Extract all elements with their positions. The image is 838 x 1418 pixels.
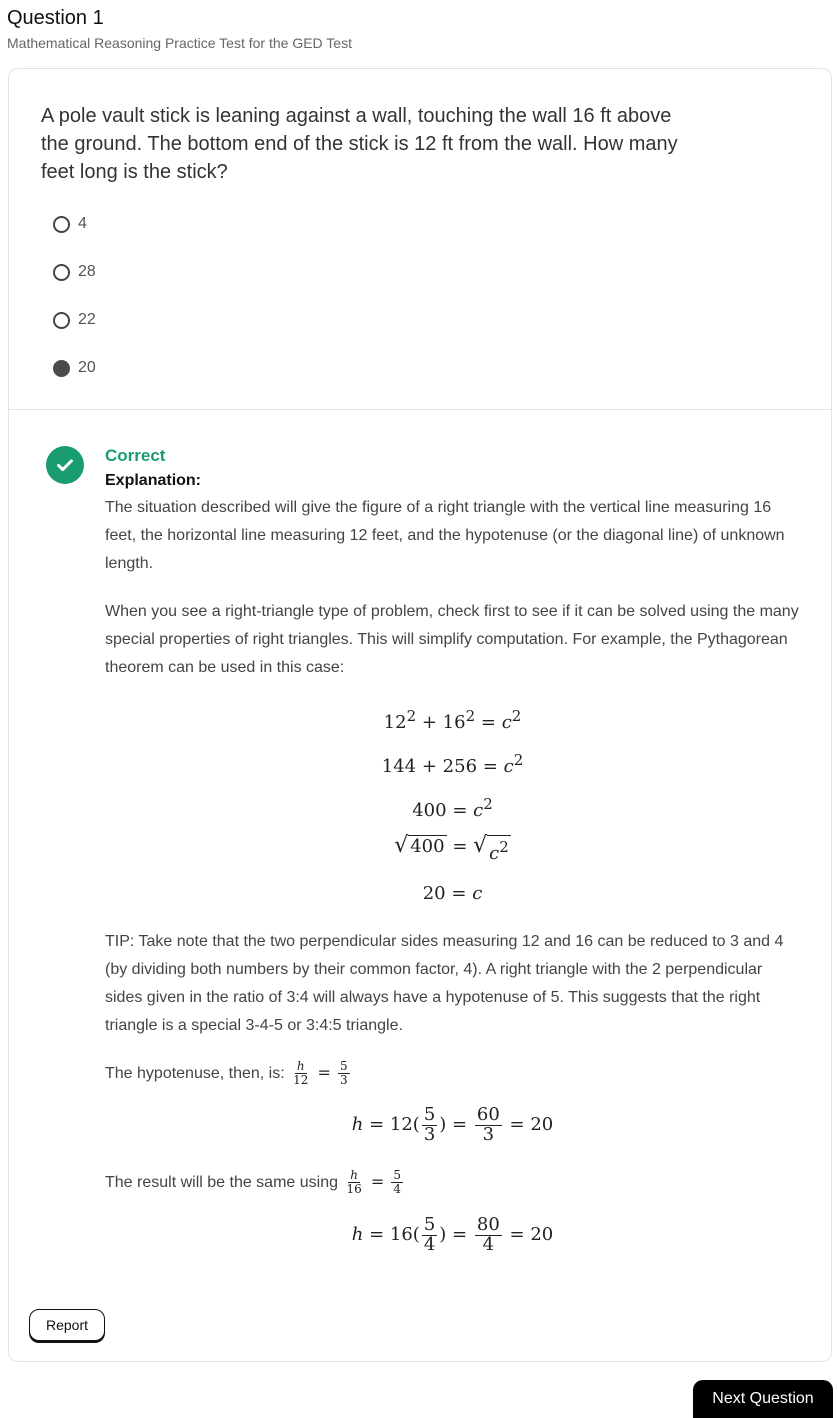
equation-1: $12^2 + 16^2 = c^2$ — [383, 707, 522, 733]
hypotenuse-text: The hypotenuse, then, is: $\frac{h}{12}$ = $\frac{5}{3}$ — [105, 1059, 348, 1087]
option-label: 4 — [78, 215, 87, 232]
next-question-button[interactable]: Next Question — [693, 1380, 833, 1418]
calculation-2: h = 16( $\frac{5}{4}$ ) = $\frac{80}{4}$ = 20 — [351, 1213, 554, 1255]
explanation-paragraph-2: When you see a right-triangle type of problem, check first to see if it can be solved using the many special properties of right triangles. This will simplify computation. For example, the Pythagorean theorem can be used in this case: — [105, 603, 799, 676]
calculation-1: h = 12( $\frac{5}{3}$ ) = $\frac{60}{3}$ = 20 — [351, 1103, 554, 1145]
radio-unselected-icon[interactable] — [53, 312, 70, 329]
question-text: A pole vault stick is leaning against a wall, touching the wall 16 ft above the ground. The bottom end of the stick is 12 ft from the wall. How many feet long is the stick? — [41, 105, 678, 183]
equation-5: 20 = c — [422, 883, 483, 904]
question-card — [8, 68, 832, 1362]
option-label: 22 — [78, 311, 96, 328]
answer-option-4[interactable] — [53, 359, 96, 377]
answer-option-1[interactable] — [53, 215, 87, 233]
section-divider — [9, 409, 831, 410]
answer-option-2[interactable] — [53, 263, 96, 281]
radio-unselected-icon[interactable] — [53, 264, 70, 281]
explanation-paragraph-1: The situation described will give the figure of a right triangle with the vertical line measuring 16 feet, the horizontal line measuring 12 feet, and the hypotenuse (or the diagonal line) of unknown length. — [105, 499, 785, 572]
tip-paragraph: TIP: Take note that the two perpendicular sides measuring 12 and 16 can be reduced to 3 and 4 (by dividing both numbers by their common factor, 4). A right triangle with the 2 perpendicular sides given in the ratio of 3:4 will always have a hypotenuse of 5. This suggests that the right triangle is a special 3-4-5 or 3:4:5 triangle. — [105, 933, 784, 1034]
page-title: Question 1 — [7, 7, 104, 29]
result-status: Correct — [105, 446, 166, 465]
explanation-heading: Explanation: — [105, 472, 202, 489]
equation-4: √ 400 = √ $c^2$ — [394, 833, 509, 864]
option-label: 28 — [78, 263, 96, 280]
equation-2: $144 + 256 = c^2$ — [381, 751, 524, 777]
option-label: 20 — [78, 359, 96, 376]
answer-option-3[interactable] — [53, 311, 96, 329]
page-subtitle: Mathematical Reasoning Practice Test for the GED Test — [7, 35, 352, 51]
equation-3: $400 = c^2$ — [412, 795, 493, 821]
report-button[interactable]: Report — [29, 1309, 105, 1341]
radio-selected-icon[interactable] — [53, 360, 70, 377]
radio-unselected-icon[interactable] — [53, 216, 70, 233]
same-result-text: The result will be the same using $\frac{h}{16}$ = $\frac{5}{4}$ — [105, 1168, 401, 1196]
check-icon — [46, 446, 84, 484]
